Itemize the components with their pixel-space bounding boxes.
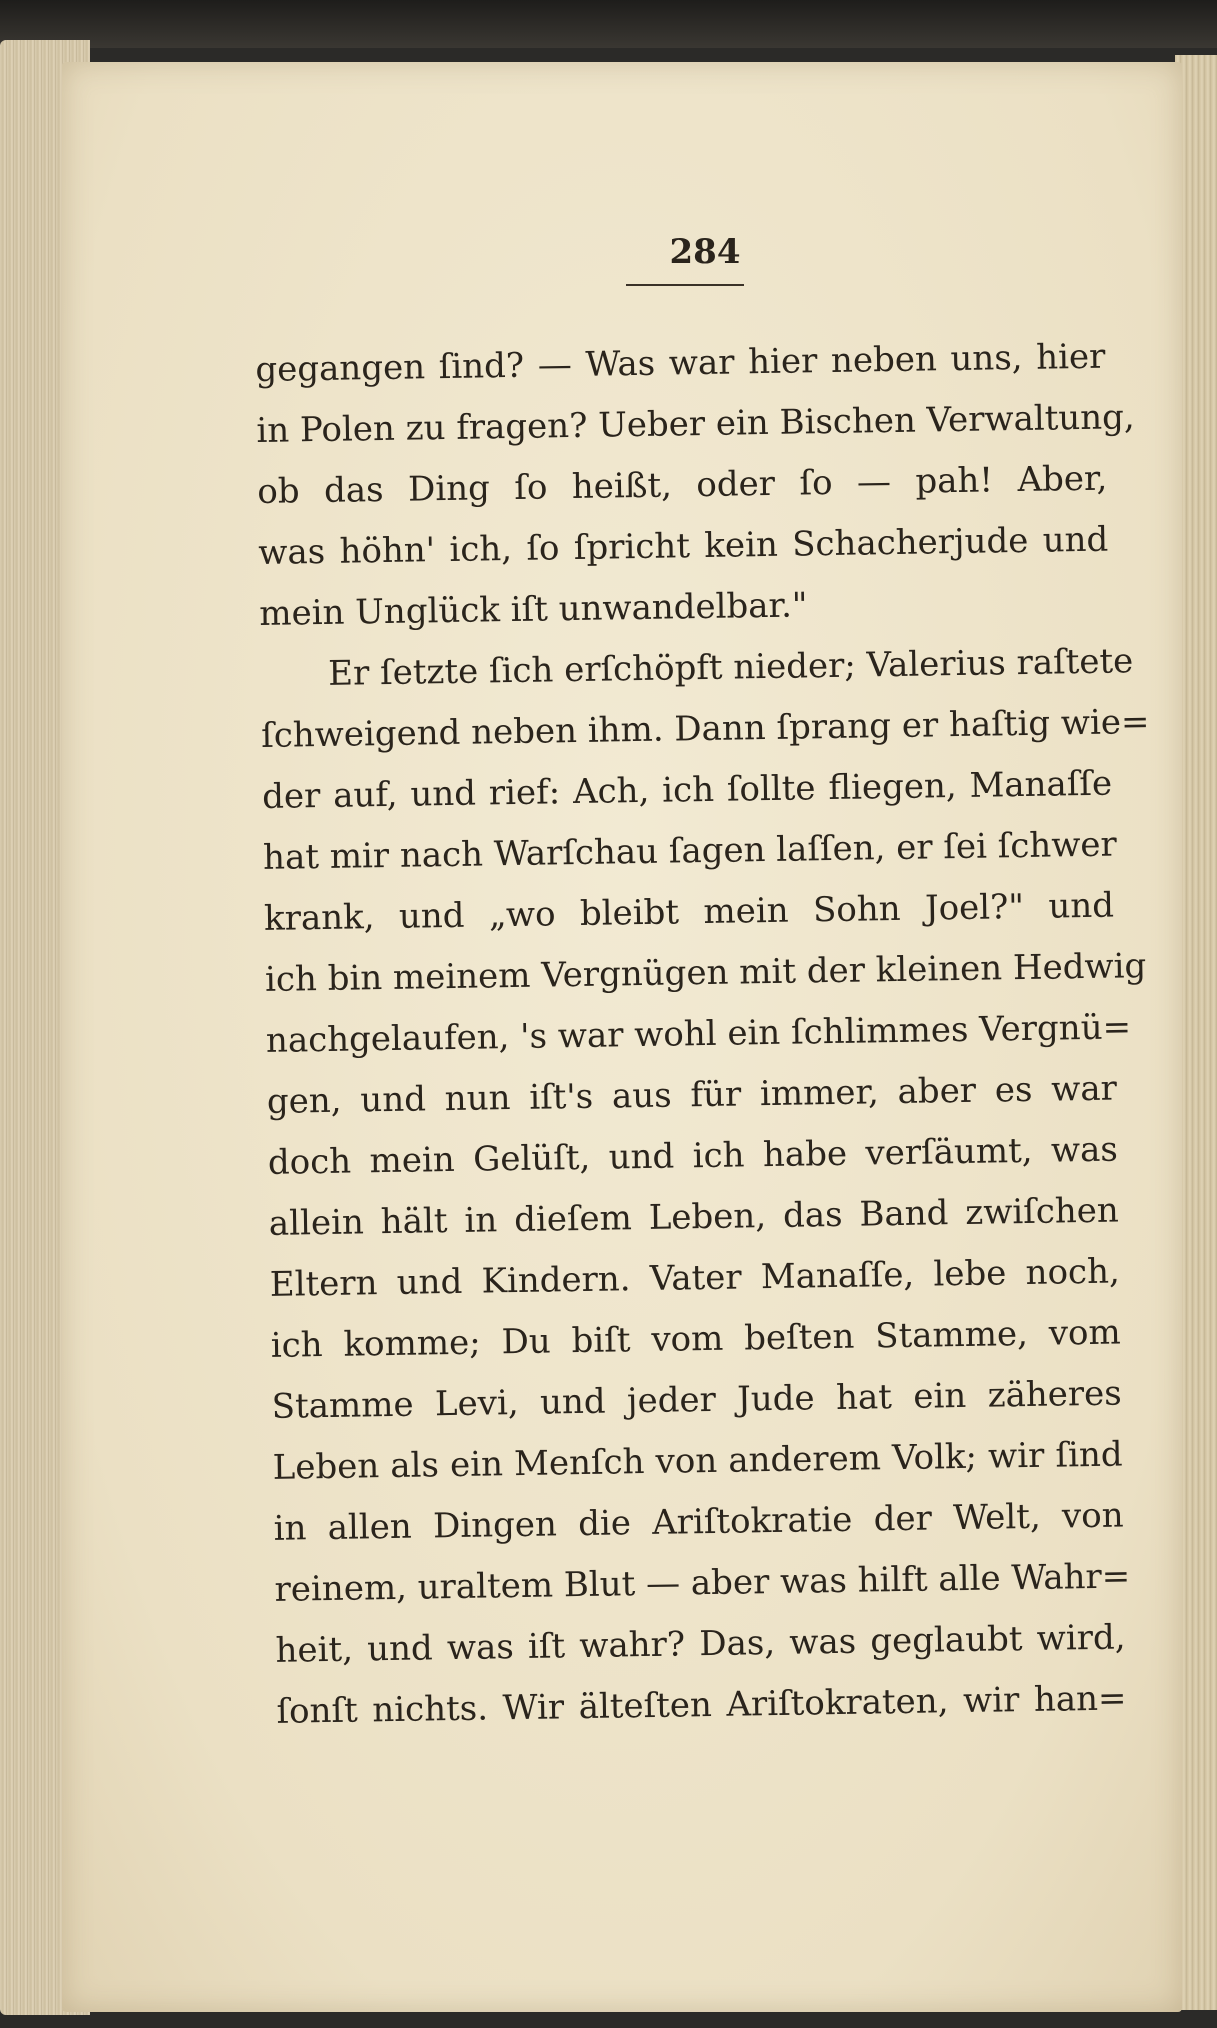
body-text [255, 327, 1150, 1743]
text-line: Eltern und Kindern. Vater Manaſſe, lebe noch, [269, 1251, 1121, 1305]
page-number-rule [626, 284, 744, 286]
text-line: gen, und nun iſt's aus für immer, aber es war [266, 1068, 1118, 1122]
text-line: mein Unglück iſt unwandelbar." [258, 585, 808, 634]
text-line: Er ſetzte ſich erſchöpft nieder; Valerius raſtete [327, 641, 1134, 694]
text-line: in allen Dingen die Ariſtokratie der Welt, von [273, 1495, 1124, 1549]
text-line: der auf, und rief: Ach, ich ſollte fliegen, Manaſſe [261, 763, 1113, 817]
text-line: Stamme Levi, und jeder Jude hat ein zäheres [271, 1373, 1122, 1427]
binding-edge [0, 0, 1217, 48]
text-line: hat mir nach Warſchau ſagen laſſen, er ſei ſchwer [262, 824, 1118, 878]
text-line: nachgelaufen, 's war wohl ein ſchlimmes Vergnü= [265, 1007, 1132, 1061]
text-line: heit, und was iſt wahr? Das, was geglaubt wird, [275, 1617, 1126, 1671]
text-line: ſonſt nichts. Wir älteſten Ariſtokraten, wir han= [276, 1678, 1127, 1732]
text-line: ich komme; Du biſt vom beſten Stamme, vom [270, 1312, 1122, 1366]
text-line: doch mein Gelüſt, und ich habe verſäumt, was [267, 1129, 1119, 1183]
text-line: ſchweigend neben ihm. Dann ſprang er haſtig wie= [260, 702, 1150, 756]
text-line: krank, und „wo bleibt mein Sohn Joel?" und [263, 885, 1115, 939]
text-line: ich bin meinem Vergnügen mit der kleinen Hedwig [264, 946, 1147, 1000]
text-line: gegangen ſind? — Was war hier neben uns, hier [255, 336, 1106, 390]
page-number: 284 [669, 232, 741, 272]
text-line: was höhn' ich, ſo ſpricht kein Schacherjude und [258, 519, 1109, 573]
text-line: ob das Ding ſo heißt, oder ſo — pah! Aber, [257, 458, 1108, 512]
text-line: allein hält in dieſem Leben, das Band zwiſchen [268, 1190, 1120, 1244]
text-line: reinem, uraltem Blut — aber was hilft alle Wahr= [274, 1556, 1131, 1610]
text-line: in Polen zu fragen? Ueber ein Bischen Verwaltung, [256, 397, 1136, 451]
text-line: Leben als ein Menſch von anderem Volk; wir ſind [272, 1434, 1123, 1488]
